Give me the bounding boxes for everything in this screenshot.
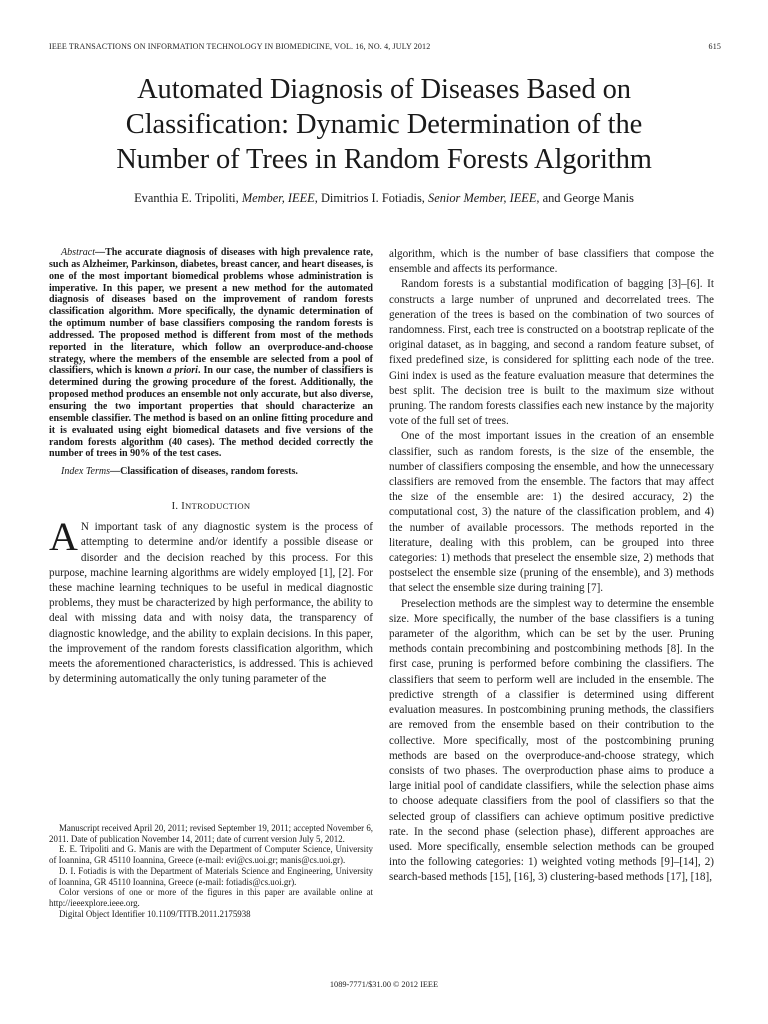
intro-text: N important task of any diagnostic system is the process of attempting to determine and/or identify a possible disease or disorder and the decision reached by this process. For this purpose, machine learning algorithms are widely employed [1], [2]. For these machine learning techniques to be useful in medical diagnostic problems, they must be characterized by high performance, the ability to deal with missing data and with noisy data, the transparency of diagnostic knowledge, and the ability to explain decisions. In this paper, the improvement of the random forests classification algorithm, which meets the aforementioned characteristics, is addressed. This is achieved by determining automatically the only tuning parameter of the bbox=[49, 521, 373, 686]
abstract-text: —The accurate diagnosis of diseases with high prevalence rate, such as Alzheimer, Parkinson, diabetes, breast cancer, and heart diseases, is one of the most important biomedical problems whose administration is imperative. In this paper, we present a new method for the automated diagnosis of diseases based on the improvement of random forests classification algorithm. More specifically, the dynamic determination of the optimum number of base classifiers composing the random forests is addressed. The proposed method is different from most of the methods reported in the literature, which follow an overproduce-and-choose strategy, where the members of the ensemble are selected from a pool of classifiers, which is known bbox=[49, 247, 373, 377]
body-paragraph: One of the most important issues in the creation of an ensemble classifier, such as random forests, is the size of the ensemble, the number of classifiers composing the ensemble, and how the unnecessary classifiers are removed from the ensemble. The factors that may affect the size of the ensemble are: 1) the desired accuracy, 2) the computational cost, 3) the nature of the classification problem, and 4) the number of available processors. The methods reported in the literature, dealing with this problem, can be grouped into three categories: 1) methods that preselect the ensemble size, 2) methods that postselect the ensemble size (pruning of the ensemble), and 3) methods that select the ensemble size during training [7]. bbox=[389, 430, 714, 595]
footnote-block bbox=[49, 823, 373, 919]
page-number: 615 bbox=[708, 42, 721, 51]
copyright-footer: 1089-7771/$31.00 © 2012 IEEE bbox=[329, 980, 439, 989]
abstract bbox=[49, 247, 373, 460]
title-line: Classification: Dynamic Determination of the bbox=[125, 109, 643, 140]
body-paragraph: Preselection methods are the simplest way to determine the ensemble size. More specifically, the number of the base classifiers is a tuning parameter of the algorithm, which can be set by the user. Pruning methods contain precombining and postcombining methods [8]. In the first case, pruning is performed before combining the classifiers. The classifiers that seem to perform well are included in the ensemble. The predictive strength of a classifier is determined using different evaluation measures. In postcombining pruning methods, the classifiers are removed from the ensemble based on their contribution to the collective. More specifically, most of the postcombining pruning methods are based on the overproduce-and-choose strategy, which consists of two phases. The overproduction phase aims to produce a large initial pool of candidate classifiers, while the selection phase aims to choose adequate classifiers from the pool of classifiers so that the selected group of classifiers can achieve optimum positive predictive rate. In the second phase (selection phase), different approaches are used. More specifically, ensemble selection methods can be grouped into the following categories: 1) weighted voting methods [9]–[14], 2) search-based methods [15], [16], 3) clustering-based methods [17], [18], bbox=[389, 597, 714, 884]
right-column bbox=[389, 247, 714, 886]
index-terms-text: —Classification of diseases, random forests. bbox=[110, 466, 298, 478]
running-head bbox=[49, 42, 721, 52]
abstract-text: . In our case, the number of classifiers is determined during the growing procedure of the forest. Additionally, the proposed method produces an ensemble not only accurate, but also diverse, ensuring the two important properties that should characterize an ensemble classifier. The method is based on an online fitting procedure and it is evaluated using eight biomedical datasets and five versions of the random forests algorithm (40 cases). The method decided correctly the number of trees in 90% of the test cases. bbox=[49, 365, 373, 460]
drop-cap: A bbox=[49, 514, 78, 560]
body-paragraph: algorithm, which is the number of base classifiers that compose the ensemble and affects its performance. bbox=[389, 248, 714, 276]
author-name: , Dimitrios I. Fotiadis, bbox=[314, 191, 429, 205]
section-heading bbox=[49, 500, 373, 513]
title-line: Number of Trees in Random Forests Algorithm bbox=[116, 144, 652, 175]
abstract-emphasis: a priori bbox=[166, 365, 198, 377]
title-line: Automated Diagnosis of Diseases Based on bbox=[137, 74, 631, 105]
author-name: , and George Manis bbox=[536, 191, 634, 205]
author-role: Member, IEEE bbox=[241, 191, 315, 205]
index-terms-label: Index Terms bbox=[61, 466, 111, 478]
abstract-label: Abstract bbox=[61, 247, 96, 258]
journal-header: IEEE TRANSACTIONS ON INFORMATION TECHNOLOGY IN BIOMEDICINE, VOL. 16, NO. 4, JULY 2012 bbox=[49, 42, 431, 51]
footnote: Color versions of one or more of the figures in this paper are available online at http://ieeexplore.ieee.org. bbox=[49, 887, 373, 908]
footnote: E. E. Tripoliti and G. Manis are with the Department of Computer Science, University of Ioannina, GR 45110 Ioannina, Greece (e-mail: evi@cs.uoi.gr; manis@cs.uoi.gr). bbox=[49, 844, 373, 866]
author-role: Senior Member, IEEE bbox=[428, 191, 537, 205]
author-name: Evanthia E. Tripoliti, bbox=[134, 191, 242, 205]
paper-title bbox=[40, 72, 728, 177]
intro-paragraph bbox=[49, 514, 373, 687]
index-terms bbox=[49, 466, 373, 478]
footnote: D. I. Fotiadis is with the Department of Materials Science and Engineering, University of Ioannina, GR 45110 Ioannina, Greece (e-mail: fotiadis@cs.uoi.gr). bbox=[49, 865, 373, 887]
section-title: NTRODUCTION bbox=[185, 501, 251, 512]
section-numeral: I. I bbox=[171, 501, 186, 513]
body-paragraph: Random forests is a substantial modification of bagging [3]–[6]. It constructs a large number of unpruned and decorrelated trees. The generation of the trees is based on the combination of two sources of randomness. First, each tree is constructed on a bootstrap replicate of the original dataset, as in bagging, and second a random feature subset, of fixed predefined size, is considered for splitting each node of the tree. Gini index is used as the feature evaluation measure that determines the best split. The decision tree is built to the maximum size without pruning. The random forests classifies each new instance by the majority vote of the full set of trees. bbox=[389, 278, 714, 428]
author-list bbox=[30, 190, 738, 206]
left-column bbox=[49, 247, 373, 687]
footnote: Digital Object Identifier 10.1109/TITB.2011.2175938 bbox=[59, 908, 251, 919]
footnote: Manuscript received April 20, 2011; revised September 19, 2011; accepted November 6, 2011. Date of publication November 14, 2011; date of current version July 5, 2012. bbox=[49, 823, 373, 844]
